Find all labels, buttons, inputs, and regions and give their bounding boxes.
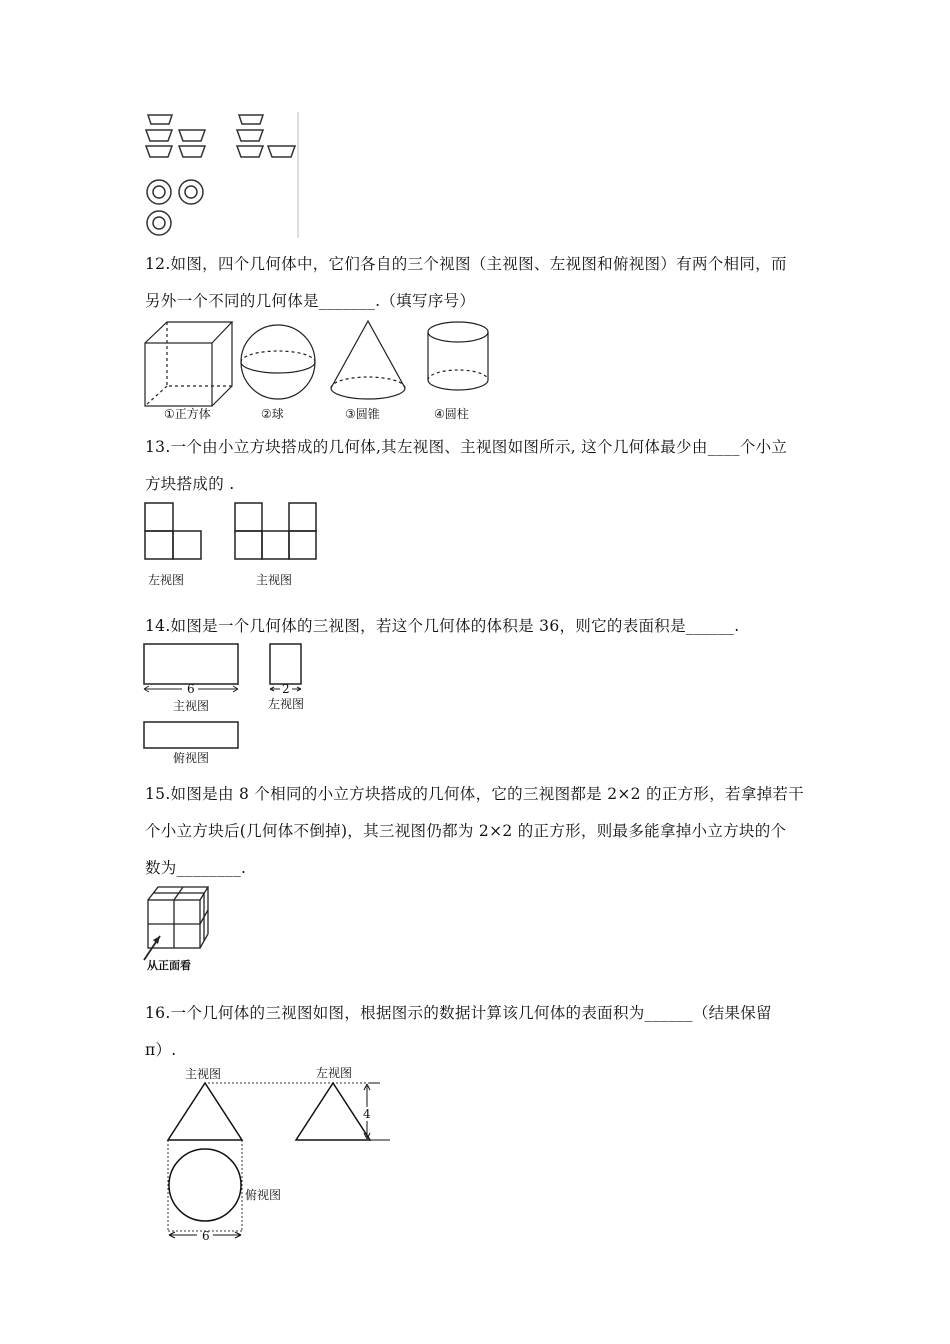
q16-diameter-label: 6 [202, 1229, 210, 1243]
q14-left-width-label: 2 [282, 682, 290, 696]
q13-views-figure [140, 498, 330, 590]
q15-view-label: 从正面看 [147, 959, 191, 972]
q14-top-view-label: 俯视图 [173, 751, 210, 765]
q15-cube-figure [138, 882, 228, 972]
q14-left-view-label: 左视图 [268, 697, 305, 711]
stacked-cups-views-figure [140, 110, 305, 240]
question-14-line-1: 14.如图是一个几何体的三视图，若这个几何体的体积是 36，则它的表面积是______. [145, 617, 740, 635]
question-15-line-3: 数为________. [145, 859, 247, 877]
question-13-line-2: 方块搭成的 . [145, 475, 235, 493]
question-16-line-2: π）. [145, 1041, 177, 1059]
q16-three-views-figure [160, 1063, 400, 1248]
q14-front-view-label: 主视图 [173, 699, 210, 713]
question-15-line-2: 个小立方块后(几何体不倒掉)，其三视图仍都为 2×2 的正方形，则最多能拿掉小立方块的个 [145, 822, 787, 840]
q13-left-view-label: 左视图 [148, 573, 185, 587]
q13-front-view-label: 主视图 [256, 573, 293, 587]
q12-label-sphere: ②球 [261, 407, 284, 421]
q14-three-views-figure [140, 640, 320, 766]
q16-top-view-label: 俯视图 [245, 1188, 282, 1202]
q12-solids-figure [140, 318, 520, 424]
q16-height-label: 4 [363, 1107, 371, 1121]
question-15-line-1: 15.如图是由 8 个相同的小立方块搭成的几何体，它的三视图都是 2×2 的正方形，若拿掉若干 [145, 785, 805, 803]
question-12-line-2: 另外一个不同的几何体是_______.（填写序号） [145, 292, 476, 310]
q16-front-view-label: 主视图 [185, 1067, 222, 1081]
q14-front-width-label: 6 [187, 682, 195, 696]
q12-label-cone: ③圆锥 [345, 407, 380, 421]
q12-label-cube: ①正方体 [164, 407, 211, 421]
q16-left-view-label: 左视图 [316, 1066, 353, 1080]
q12-label-cylinder: ④圆柱 [434, 407, 469, 421]
question-13-line-1: 13.一个由小立方块搭成的几何体,其左视图、主视图如图所示, 这个几何体最少由____个小立 [145, 438, 788, 456]
question-12-line-1: 12.如图，四个几何体中，它们各自的三个视图（主视图、左视图和俯视图）有两个相同，而 [145, 255, 787, 273]
question-16-line-1: 16.一个几何体的三视图如图，根据图示的数据计算该几何体的表面积为______（结果保留 [145, 1004, 772, 1022]
